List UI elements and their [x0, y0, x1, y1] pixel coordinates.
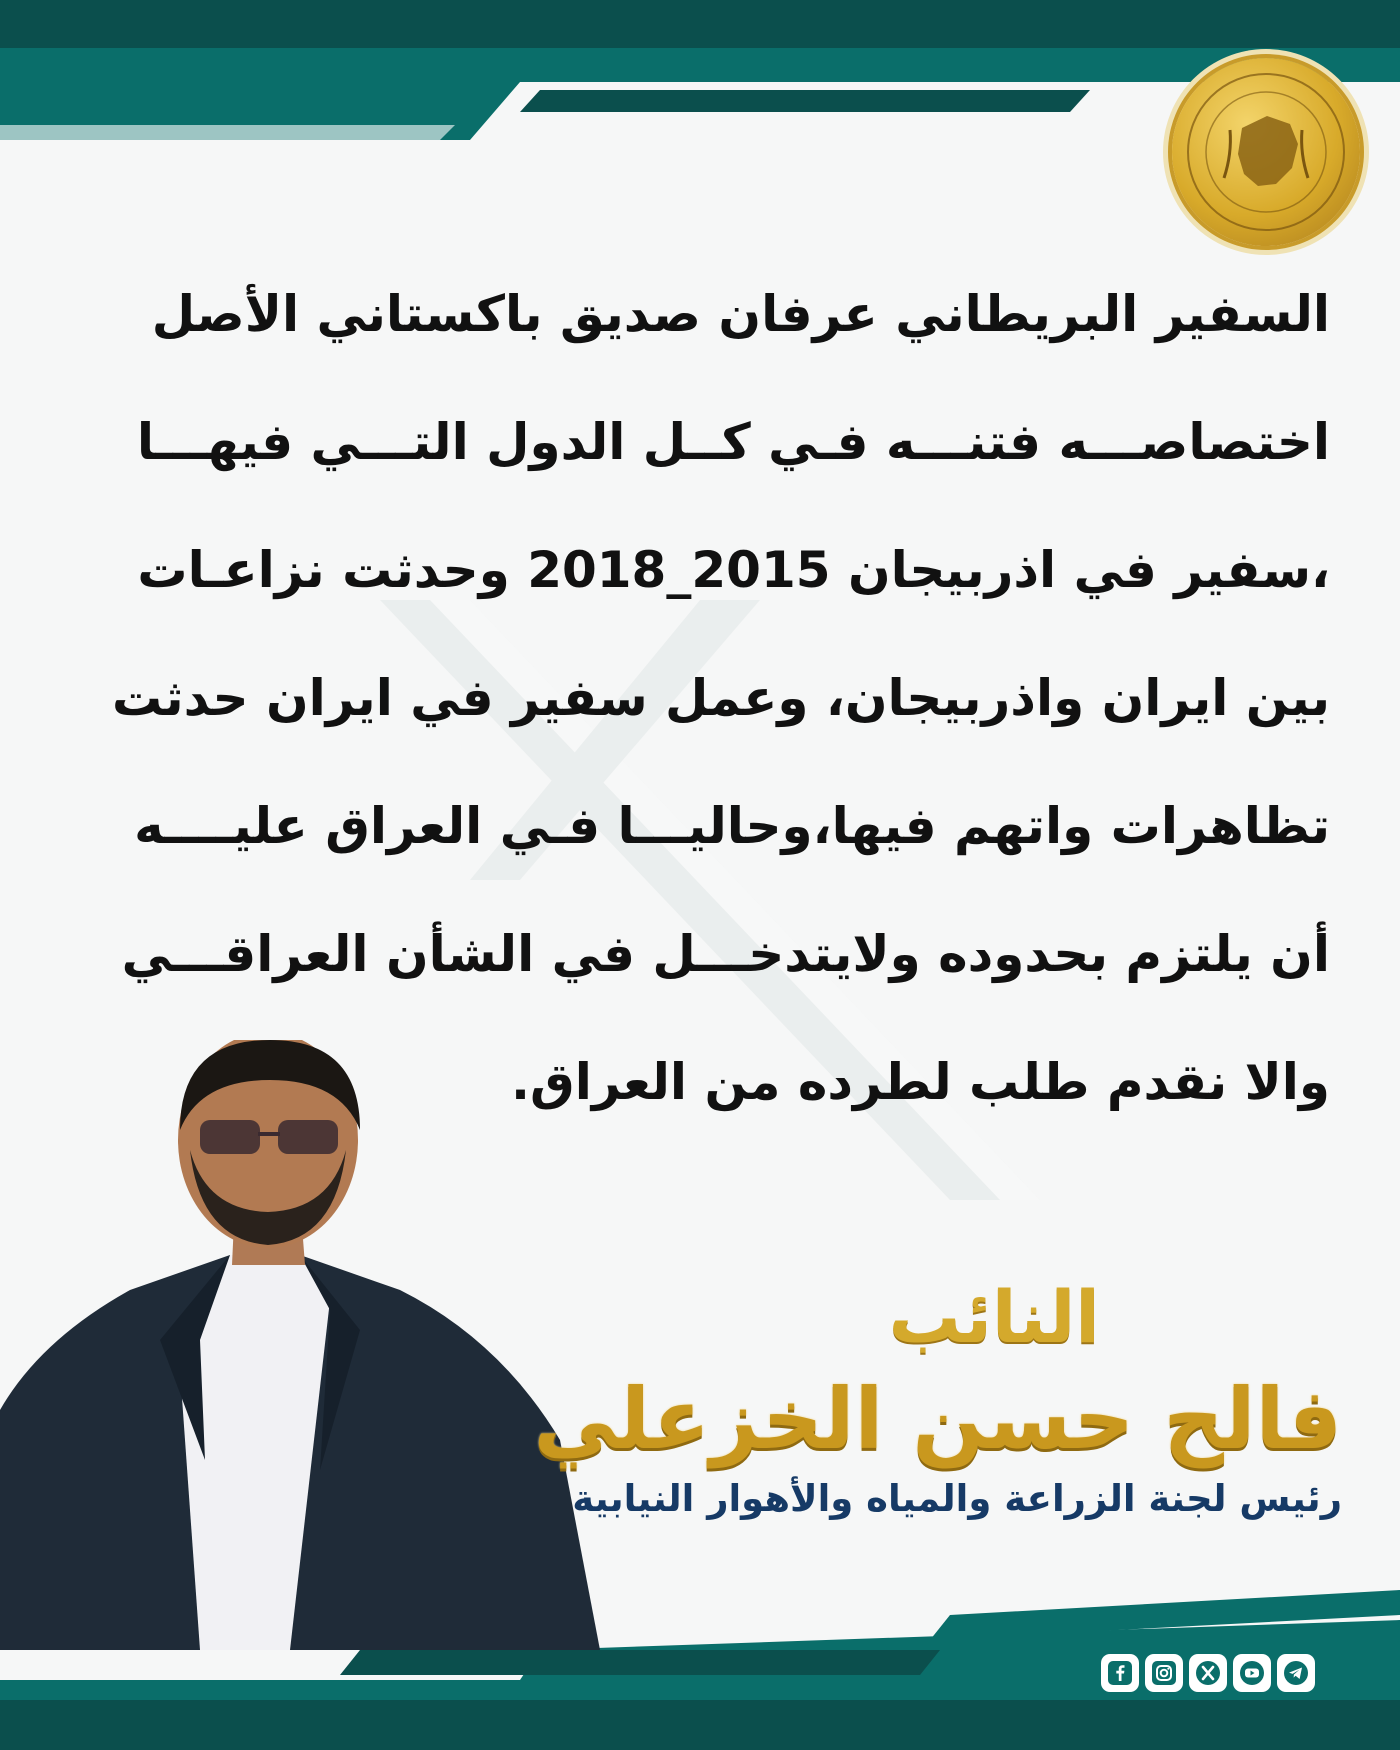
statement-line: ،سفير في اذربيجان 2015_2018 وحدثت نزاعـات: [137, 541, 1330, 599]
statement-line: والا نقدم طلب لطرده من العراق.: [511, 1053, 1330, 1111]
x-icon[interactable]: [1189, 1654, 1227, 1692]
member-title: النائب: [888, 1275, 1100, 1359]
party-emblem: [1172, 58, 1360, 246]
statement-line: تظاهرات واتهم فيها،وحاليـــا فـي العراق عليــــه: [134, 797, 1330, 855]
portrait-photo: [0, 1040, 600, 1650]
social-icons: [1101, 1654, 1315, 1692]
statement-line: السفير البريطاني عرفان صديق باكستاني الأصل: [151, 285, 1330, 343]
instagram-icon[interactable]: [1145, 1654, 1183, 1692]
statement-line: اختصاصـــه فتنـــه فـي كــل الدول التـــي فيهـــا: [136, 413, 1330, 471]
youtube-icon[interactable]: [1233, 1654, 1271, 1692]
member-role: رئيس لجنة الزراعة والمياه والأهوار النيابية: [572, 1477, 1342, 1520]
statement-line: بين ايران واذربيجان، وعمل سفير في ايران حدثت: [111, 669, 1330, 727]
telegram-icon[interactable]: [1277, 1654, 1315, 1692]
member-name: فالح حسن الخزعلي: [533, 1370, 1342, 1468]
statement-text: [70, 250, 1330, 1146]
statement-line: أن يلتزم بحدوده ولايتدخـــل في الشأن العراقـــي: [121, 925, 1330, 983]
facebook-icon[interactable]: [1101, 1654, 1139, 1692]
